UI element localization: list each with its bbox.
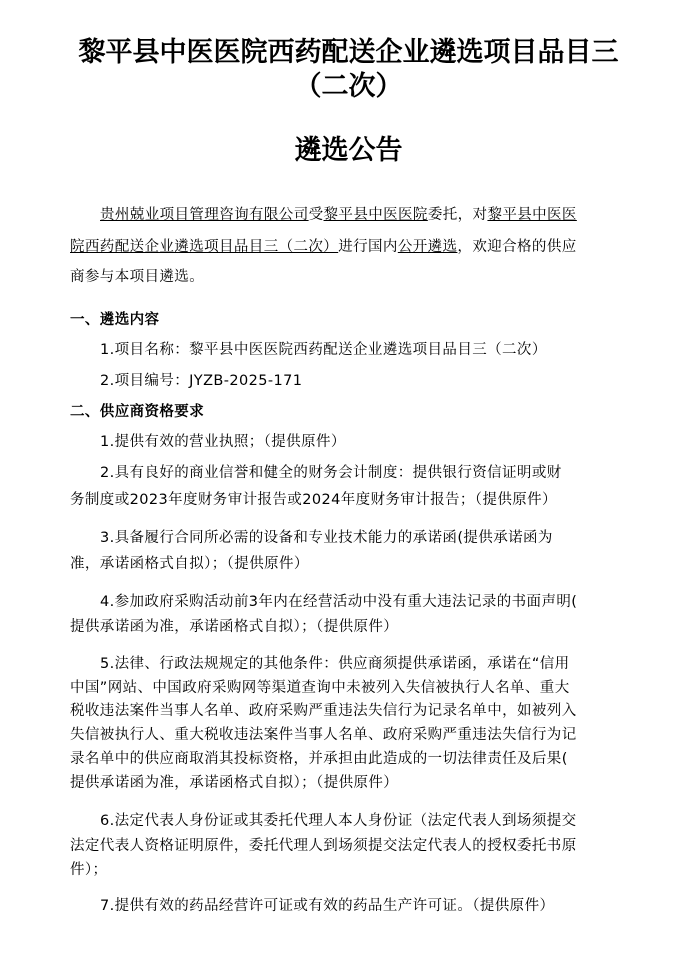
requirement-2-line-2: 务制度或2023年度财务审计报告或2024年度财务审计报告；（提供原件） (70, 492, 557, 508)
intro-line-3: 商参与本项目遴选。 (70, 269, 205, 285)
requirement-3-line-2: 准，承诺函格式自拟）；（提供原件） (70, 556, 309, 572)
requirement-2-line-1: 2.具有良好的商业信誉和健全的财务会计制度：提供银行资信证明或财 (100, 465, 562, 481)
document-subtitle: 遴选公告 (294, 135, 403, 166)
project-name-part: 黎平县中医医 (487, 207, 577, 223)
requirement-5-line-6: 提供承诺函为准，承诺函格式自拟）；（提供原件） (70, 775, 399, 791)
requirement-6-line-2: 法定代表人资格证明原件，委托代理人到场须提交法定代表人的授权委托书原 (70, 838, 577, 854)
requirement-6-line-3: 件）； (70, 862, 108, 878)
intro-line-2 (70, 237, 630, 257)
requirement-5-line-1: 5.法律、行政法规规定的其他条件：供应商须提供承诺函，承诺在“信用 (100, 656, 570, 672)
requirement-7: 7.提供有效的药品经营许可证或有效的药品生产许可证。（提供原件） (100, 898, 555, 914)
document-title-line1: 黎平县中医医院西药配送企业遴选项目品目三 (78, 37, 619, 68)
document-title-line2: （二次） (294, 71, 403, 102)
intro-text: ，欢迎合格的供应 (457, 239, 577, 255)
requirement-5-line-2: 中国”网站、中国政府采购网等渠道查询中未被列入失信被执行人名单、重大 (70, 680, 570, 696)
requirement-5-line-3: 税收违法案件当事人名单、政府采购严重违法失信行为记录名单中，如被列入 (70, 703, 577, 719)
requirement-4-line-1: 4.参加政府采购活动前3年内在经营活动中没有重大违法记录的书面声明( (100, 594, 578, 610)
client-name: 黎平县中医医院 (323, 207, 428, 223)
requirement-4-line-2: 提供承诺函为准，承诺函格式自拟）；（提供原件） (70, 619, 399, 635)
procurement-method: 公开遴选 (397, 239, 458, 255)
project-number-item: 2.项目编号：JYZB-2025-171 (100, 373, 303, 389)
intro-text: 进行国内 (338, 239, 398, 255)
section-heading-content: 一、遴选内容 (70, 312, 160, 328)
requirement-1: 1.提供有效的营业执照；（提供原件） (100, 434, 346, 450)
agency-name: 贵州兢业项目管理咨询有限公司 (100, 207, 309, 223)
requirement-5-line-4: 失信被执行人、重大税收违法案件当事人名单、政府采购严重违法失信行为记 (70, 727, 577, 743)
intro-line-1 (100, 205, 660, 225)
project-name-item: 1.项目名称：黎平县中医医院西药配送企业遴选项目品目三（二次） (100, 342, 547, 358)
requirement-6-line-1: 6.法定代表人身份证或其委托代理人本人身份证（法定代表人到场须提交 (100, 813, 577, 829)
requirement-5-line-5: 录名单中的供应商取消其投标资格，并承担由此造成的一切法律责任及后果( (70, 751, 568, 767)
requirement-3-line-1: 3.具备履行合同所必需的设备和专业技术能力的承诺函(提供承诺函为 (100, 530, 553, 546)
section-heading-qualifications: 二、供应商资格要求 (70, 404, 205, 420)
intro-text: 委托，对 (427, 207, 488, 223)
project-name-part: 院西药配送企业遴选项目品目三（二次） (70, 239, 339, 255)
intro-text: 受 (308, 207, 324, 223)
